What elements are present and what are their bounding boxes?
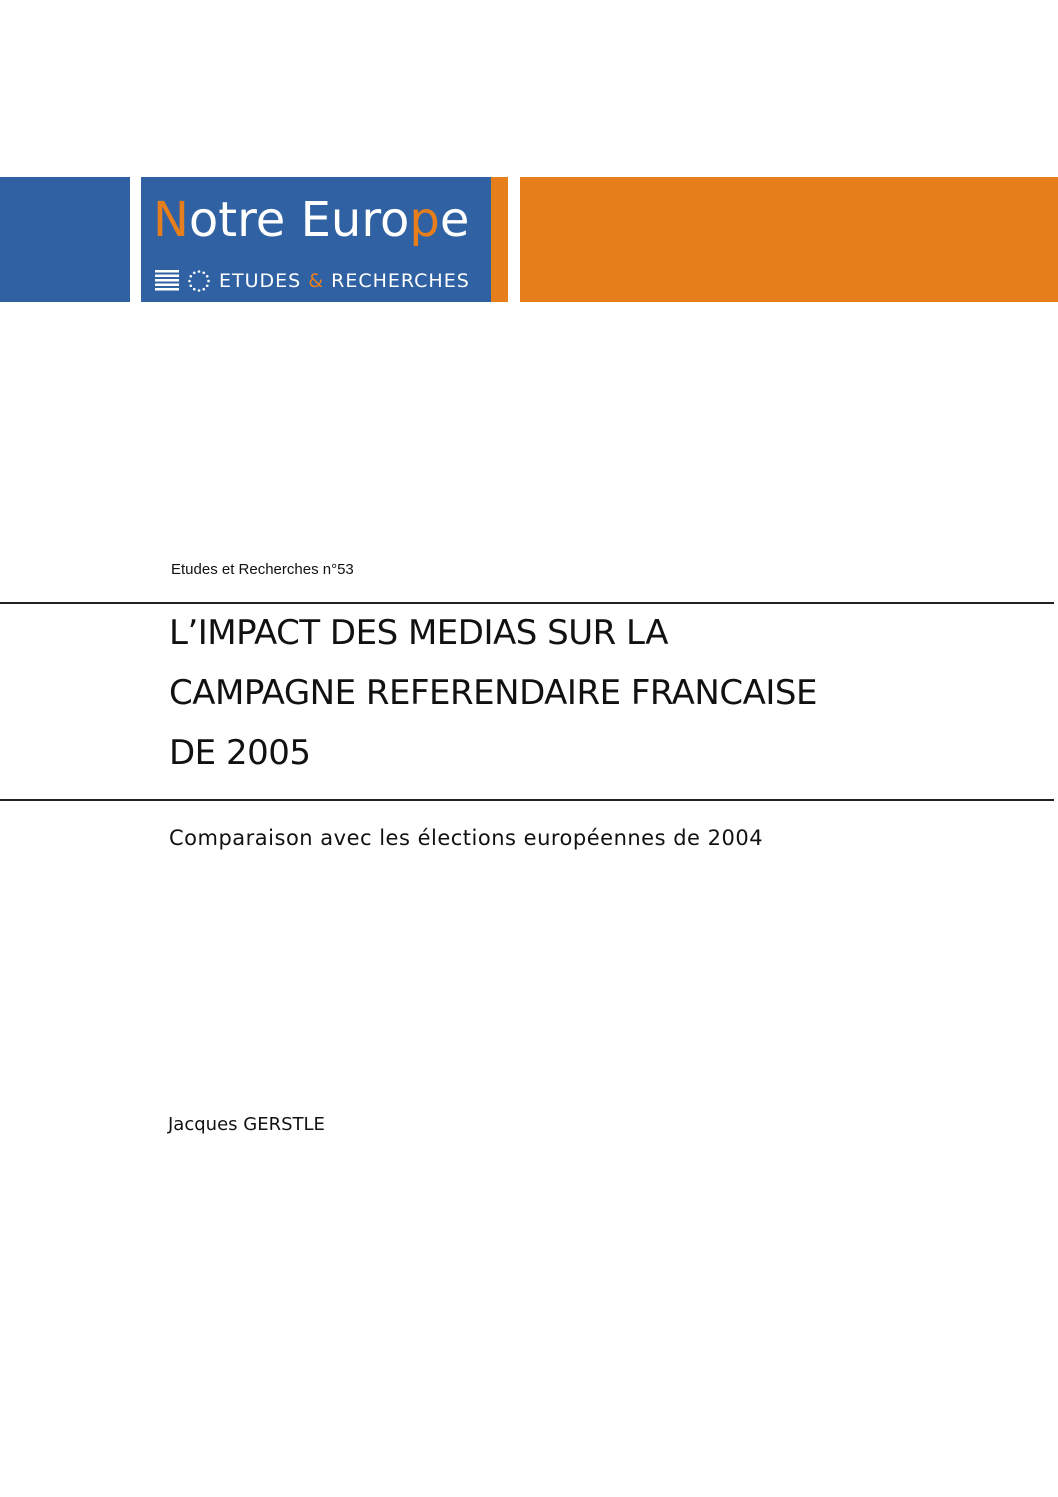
title-line: L’IMPACT DES MEDIAS SUR LA bbox=[169, 613, 669, 653]
banner-left-block bbox=[0, 177, 130, 302]
brand-logo-name: Notre Europe bbox=[153, 192, 470, 248]
document-title bbox=[169, 603, 1029, 783]
document-subtitle: Comparaison avec les élections européennes de 2004 bbox=[169, 826, 764, 850]
brand-logo-subtitle bbox=[155, 266, 470, 296]
author-name: Jacques GERSTLE bbox=[168, 1114, 325, 1135]
title-line: CAMPAGNE REFERENDAIRE FRANCAISE bbox=[169, 673, 817, 713]
title-line: DE 2005 bbox=[169, 733, 311, 773]
eu-stars-icon bbox=[187, 269, 211, 293]
brand-subtitle-text: ETUDES & RECHERCHES bbox=[219, 270, 470, 292]
banner-orange-stripe bbox=[491, 177, 508, 302]
banner-right-block bbox=[520, 177, 1058, 302]
title-bottom-rule bbox=[0, 799, 1054, 801]
document-lines-icon bbox=[155, 269, 179, 293]
series-number-label: Etudes et Recherches n°53 bbox=[171, 561, 354, 578]
